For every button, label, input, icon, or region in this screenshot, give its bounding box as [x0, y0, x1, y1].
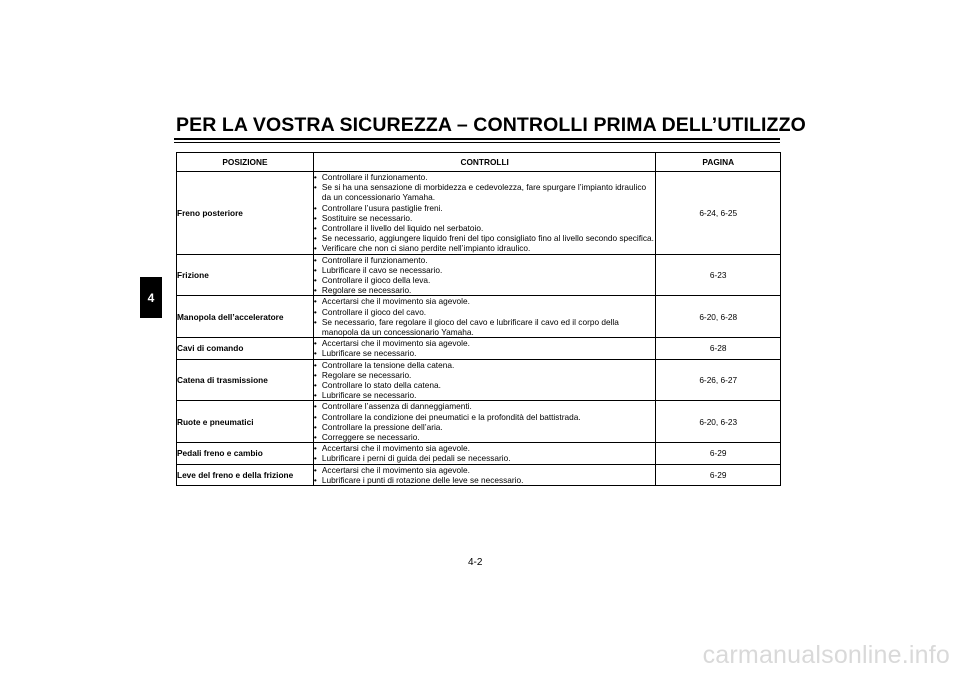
list-item: • Controllare il gioco del cavo. — [314, 307, 656, 317]
row-controls — [313, 464, 656, 485]
header-controls: CONTROLLI — [313, 153, 656, 172]
table-row — [177, 359, 781, 401]
row-controls — [313, 359, 656, 401]
controls-list — [314, 360, 656, 401]
header-position: POSIZIONE — [177, 153, 314, 172]
title-rule — [174, 138, 780, 140]
list-item: • Controllare l’assenza di danneggiamenti. — [314, 401, 656, 411]
row-controls — [313, 296, 656, 338]
table-header-row — [177, 153, 781, 172]
row-controls — [313, 338, 656, 359]
table-row — [177, 464, 781, 485]
list-item: • Controllare la pressione dell’aria. — [314, 422, 656, 432]
checks-table — [176, 152, 781, 486]
list-item: • Se si ha una sensazione di morbidezza e cedevolezza, fare spurgare l’impianto idraulico da un concessionario Yamaha. — [314, 182, 656, 202]
row-page: 6-23 — [656, 254, 781, 296]
title-rule-thin — [174, 142, 780, 143]
list-item: • Accertarsi che il movimento sia agevole. — [314, 296, 656, 306]
list-item: • Lubrificare se necessario. — [314, 348, 656, 358]
list-item: • Lubrificare i perni di guida dei pedali se necessario. — [314, 453, 656, 463]
list-item: • Lubrificare il cavo se necessario. — [314, 265, 656, 275]
list-item: • Controllare il funzionamento. — [314, 172, 656, 182]
row-position: Ruote e pneumatici — [177, 401, 314, 443]
row-controls — [313, 254, 656, 296]
list-item: • Lubrificare se necessario. — [314, 390, 656, 400]
row-position: Catena di trasmissione — [177, 359, 314, 401]
list-item: • Accertarsi che il movimento sia agevole. — [314, 443, 656, 453]
list-item: • Regolare se necessario. — [314, 285, 656, 295]
page-number: 4-2 — [468, 557, 483, 568]
row-page: 6-29 — [656, 464, 781, 485]
list-item: • Controllare il livello del liquido nel serbatoio. — [314, 223, 656, 233]
row-position: Cavi di comando — [177, 338, 314, 359]
list-item: • Sostituire se necessario. — [314, 213, 656, 223]
table-row — [177, 296, 781, 338]
list-item: • Controllare la tensione della catena. — [314, 360, 656, 370]
row-page: 6-20, 6-23 — [656, 401, 781, 443]
row-position: Pedali freno e cambio — [177, 443, 314, 464]
controls-list — [314, 172, 656, 254]
controls-list — [314, 465, 656, 485]
table-row — [177, 338, 781, 359]
watermark: carmanualsonline.info — [702, 641, 950, 669]
page-title: PER LA VOSTRA SICUREZZA – CONTROLLI PRIMA DELL’UTILIZZO — [176, 114, 806, 136]
table-row — [177, 401, 781, 443]
row-controls — [313, 401, 656, 443]
list-item: • Verificare che non ci siano perdite nell’impianto idraulico. — [314, 243, 656, 253]
row-page: 6-20, 6-28 — [656, 296, 781, 338]
list-item: • Lubrificare i punti di rotazione delle leve se necessario. — [314, 475, 656, 485]
row-page: 6-24, 6-25 — [656, 172, 781, 255]
row-controls — [313, 172, 656, 255]
list-item: • Se necessario, fare regolare il gioco del cavo e lubrificare il cavo ed il corpo della manopola da un concessionario Yamaha. — [314, 317, 656, 337]
list-item: • Accertarsi che il movimento sia agevole. — [314, 465, 656, 475]
list-item: • Correggere se necessario. — [314, 432, 656, 442]
row-position: Frizione — [177, 254, 314, 296]
row-position: Manopola dell’acceleratore — [177, 296, 314, 338]
controls-list — [314, 338, 656, 358]
header-page: PAGINA — [656, 153, 781, 172]
table-row — [177, 443, 781, 464]
row-position: Freno posteriore — [177, 172, 314, 255]
list-item: • Controllare lo stato della catena. — [314, 380, 656, 390]
list-item: • Controllare la condizione dei pneumatici e la profondità del battistrada. — [314, 412, 656, 422]
list-item: • Se necessario, aggiungere liquido freni del tipo consigliato fino al livello secondo specifica. — [314, 233, 656, 243]
list-item: • Controllare il funzionamento. — [314, 255, 656, 265]
list-item: • Controllare il gioco della leva. — [314, 275, 656, 285]
list-item: • Regolare se necessario. — [314, 370, 656, 380]
row-page: 6-28 — [656, 338, 781, 359]
list-item: • Accertarsi che il movimento sia agevole. — [314, 338, 656, 348]
row-page: 6-26, 6-27 — [656, 359, 781, 401]
controls-list — [314, 443, 656, 463]
controls-list — [314, 401, 656, 442]
controls-list — [314, 255, 656, 296]
row-controls — [313, 443, 656, 464]
row-page: 6-29 — [656, 443, 781, 464]
controls-list — [314, 296, 656, 337]
list-item: • Controllare l’usura pastiglie freni. — [314, 203, 656, 213]
section-tab: 4 — [140, 277, 162, 318]
row-position: Leve del freno e della frizione — [177, 464, 314, 485]
table-row — [177, 172, 781, 255]
table-row — [177, 254, 781, 296]
